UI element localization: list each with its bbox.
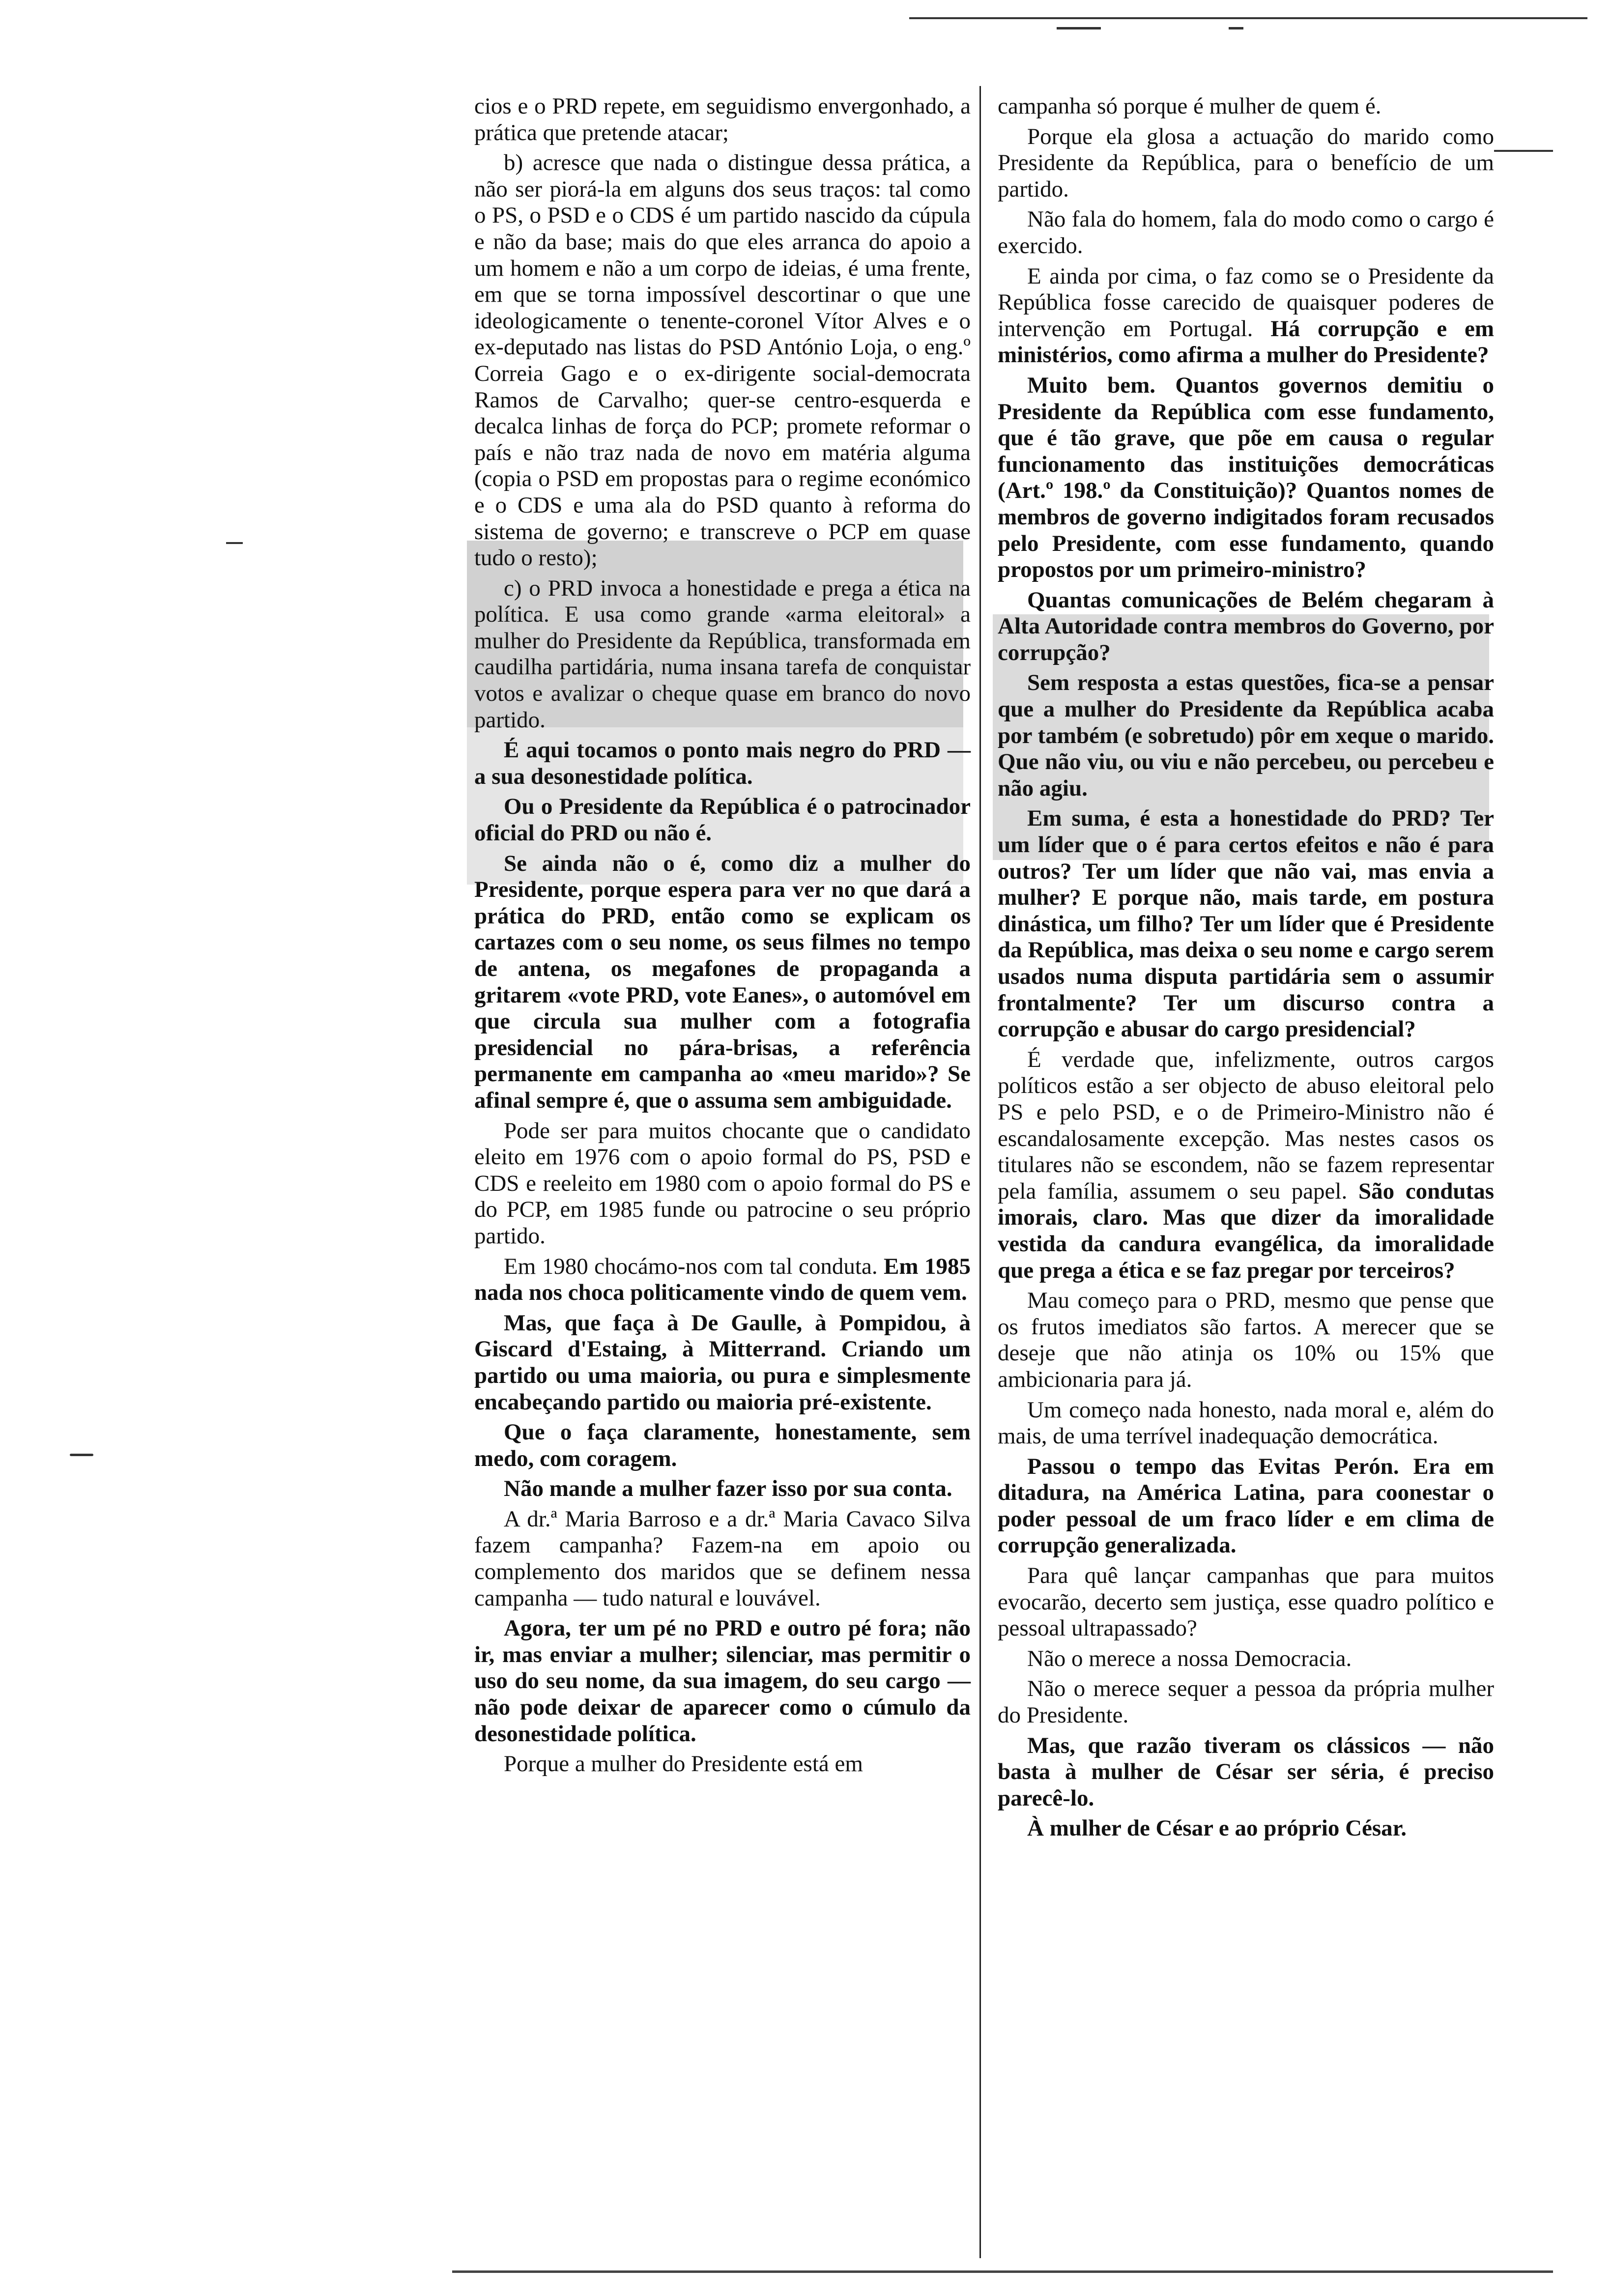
paragraph-text: Não o merece a nossa Democracia. <box>1027 1645 1352 1671</box>
paragraph-text: Sem resposta a estas questões, fica-se a pensar que a mulher do Presidente da República acaba por também (e sobretudo) pôr em xeque o marido. Que não viu, ou viu e não percebeu, ou percebeu e não agiu. <box>998 670 1494 801</box>
paragraph <box>998 1454 1494 1559</box>
paragraph-text: Em 1980 chocámo-nos com tal conduta. <box>504 1253 884 1279</box>
paragraph-text: E ainda por cima, o faz como se o Presidente da República fosse carecido de quaisquer poderes de intervenção em Portugal. <box>998 263 1494 342</box>
paragraph-text: É aqui tocamos o ponto mais negro do PRD — a sua desonestidade política. <box>474 737 971 789</box>
paragraph <box>474 851 971 1114</box>
paragraph-text: Mas, que razão tiveram os clássicos — não basta à mulher de César ser séria, é preciso parecê-lo. <box>998 1732 1494 1811</box>
paragraph-text: Mas, que faça à De Gaulle, à Pompidou, à Giscard d'Estaing, à Mitterrand. Criando um partido ou uma maioria, ou pura e simplesmente encabeçando partido ou maioria pré-existente. <box>474 1310 971 1415</box>
paragraph-text: Passou o tempo das Evitas Perón. Era em ditadura, na América Latina, para coonestar o poder pessoal de um fraco líder e em clima de corrupção generalizada. <box>998 1453 1494 1558</box>
paragraph-text: Para quê lançar campanhas que para muitos evocarão, decerto sem justiça, esse quadro político e pessoal ultrapassado? <box>998 1563 1494 1641</box>
paragraph-text: Não fala do homem, fala do modo como o cargo é exercido. <box>998 206 1494 258</box>
paragraph <box>998 1047 1494 1284</box>
paragraph-text: Ou o Presidente da República é o patrocinador oficial do PRD ou não é. <box>474 794 971 846</box>
paragraph-text: A dr.ª Maria Barroso e a dr.ª Maria Cavaco Silva fazem campanha? Fazem-na em apoio ou complemento dos maridos que se definem nessa campanha — tudo natural e louvável. <box>474 1506 971 1611</box>
paragraph-text: Não o merece sequer a pessoa da própria mulher do Presidente. <box>998 1676 1494 1728</box>
paragraph <box>474 1506 971 1611</box>
paragraph-text: À mulher de César e ao próprio César. <box>1027 1815 1407 1841</box>
margin-mark <box>1494 150 1553 152</box>
paragraph <box>998 1733 1494 1812</box>
paragraph-text: Porque ela glosa a actuação do marido como Presidente da República, para o benefício de um partido. <box>998 123 1494 202</box>
paragraph-text: Não mande a mulher fazer isso por sua conta. <box>504 1476 952 1502</box>
paragraph <box>474 794 971 846</box>
margin-mark <box>70 1454 93 1456</box>
paragraph <box>998 263 1494 369</box>
paragraph <box>998 1397 1494 1450</box>
paragraph-text: Se ainda não o é, como diz a mulher do Presidente, porque espera para ver no que dará a prática do PRD, então como se explicam os cartazes com o seu nome, os seus filmes no tempo de antena, os megafones de propaganda a gritarem «vote PRD, vote Eanes», o automóvel em que circula sua mulher com a fotografia presidencial no pára-brisas, a referência permanente em campanha ao «meu marido»? Se afinal sempre é, que o assuma sem ambiguidade. <box>474 850 971 1113</box>
top-rule-segment <box>1229 27 1243 29</box>
paragraph <box>998 206 1494 259</box>
paragraph-bold-text: Em 1985 nada nos choca politicamente vindo de quem vem. <box>474 1253 971 1306</box>
column-rule <box>979 86 981 2258</box>
paragraph <box>998 1288 1494 1393</box>
margin-mark <box>226 542 243 544</box>
paragraph-text: b) acresce que nada o distingue dessa prática, a não ser piorá-la em alguns dos seus traços: tal como o PS, o PSD e o CDS é um partido nascido da cúpula e não da base; mais do que eles arranca do apoio a um homem e não a um corpo de ideias, é uma frente, em que se torna impossível descortinar o que une ideologicamente o tenente-coronel Vítor Alves e o ex-deputado nas listas do PSD António Loja, o eng.º Correia Gago e o ex-dirigente social-democrata Ramos de Carvalho; quer-se centro-esquerda e decalca linhas de força do PCP; promete reformar o país e não traz nada de novo em matéria alguma (copia o PSD em propostas para o regime económico e o CDS e uma ala do PSD quanto à reforma do sistema de governo; e transcreve o PCP em quase tudo o resto); <box>474 150 971 571</box>
paragraph-bold-text: Há corrupção e em ministérios, como afirma a mulher do Presidente? <box>998 316 1494 368</box>
paragraph-bold-text: São condutas imorais, claro. Mas que dizer da imoralidade vestida da candura evangélica, da imoralidade que prega a ética e se faz pregar por terceiros? <box>998 1178 1494 1283</box>
paragraph <box>998 805 1494 1042</box>
article-left-column <box>474 93 971 1781</box>
paragraph <box>474 1118 971 1250</box>
paragraph <box>998 1676 1494 1728</box>
top-rule-segment <box>1057 27 1101 29</box>
paragraph-text: Porque a mulher do Presidente está em <box>504 1751 863 1777</box>
paragraph-text: Em suma, é esta a honestidade do PRD? Ter um líder que o é para certos efeitos e não é para outros? Ter um líder que não vai, mas envia a mulher? E porque não, mais tarde, em postura dinástica, um filho? Ter um líder que é Presidente da República, mas deixa o seu nome e cargo serem usados numa disputa partidária sem o assumir frontalmente? Ter um discurso contra a corrupção e abusar do cargo presidencial? <box>998 805 1494 1042</box>
paragraph-text: cios e o PRD repete, em seguidismo envergonhado, a prática que pretende atacar; <box>474 93 971 145</box>
paragraph <box>998 1646 1494 1672</box>
paragraph-text: Muito bem. Quantos governos demitiu o Presidente da República com esse fundamento, que é tão grave, que põe em causa o regular funcionamento das instituições democráticas (Art.º 198.º da Constituição)? Quantos nomes de membros de governo indigitados foram recusados pelo Presidente, com esse fundamento, quando propostos por um primeiro-ministro? <box>998 372 1494 583</box>
paragraph-text: É verdade que, infelizmente, outros cargos políticos estão a ser objecto de abuso eleitoral pelo PS e pelo PSD, e o de Primeiro-Ministro não é escandalosamente excepção. Mas nestes casos os titulares não se escondem, não se fazem representar pela família, assumem o seu papel. <box>998 1046 1494 1204</box>
paragraph <box>998 587 1494 666</box>
paragraph <box>474 1254 971 1306</box>
paragraph <box>998 1563 1494 1642</box>
paragraph-text: Mau começo para o PRD, mesmo que pense que os frutos imediatos são fartos. A merecer que se deseje que não atinja os 10% ou 15% que ambicionaria para já. <box>998 1288 1494 1392</box>
paragraph <box>474 1310 971 1415</box>
paragraph <box>998 670 1494 802</box>
paragraph-text: Pode ser para muitos chocante que o candidato eleito em 1976 com o apoio formal do PS, PSD e CDS e reeleito em 1980 com o apoio formal do PS e do PCP, em 1985 funde ou patrocine o seu próprio partido. <box>474 1118 971 1249</box>
paragraph <box>998 373 1494 583</box>
paragraph <box>474 1419 971 1472</box>
bottom-rule <box>452 2270 1553 2273</box>
paragraph <box>474 1751 971 1778</box>
paragraph-text: Um começo nada honesto, nada moral e, além do mais, de uma terrível inadequação democrática. <box>998 1397 1494 1449</box>
paragraph <box>998 93 1494 120</box>
paragraph-text: campanha só porque é mulher de quem é. <box>998 93 1382 119</box>
paragraph <box>474 150 971 572</box>
paragraph <box>474 737 971 790</box>
paragraph <box>474 93 971 146</box>
paragraph <box>998 124 1494 203</box>
paragraph <box>474 1615 971 1747</box>
paragraph <box>998 1815 1494 1842</box>
paragraph-text: c) o PRD invoca a honestidade e prega a ética na política. E usa como grande «arma eleitoral» a mulher do Presidente da República, transformada em caudilha partidária, numa insana tarefa de conquistar votos e avalizar o cheque quase em branco do novo partido. <box>474 575 971 733</box>
paragraph <box>474 575 971 734</box>
paragraph-text: Que o faça claramente, honestamente, sem medo, com coragem. <box>474 1419 971 1471</box>
paragraph <box>474 1476 971 1502</box>
top-rule <box>909 17 1587 19</box>
paragraph-text: Quantas comunicações de Belém chegaram à Alta Autoridade contra membros do Governo, por corrupção? <box>998 587 1494 665</box>
paragraph-text: Agora, ter um pé no PRD e outro pé fora; não ir, mas enviar a mulher; silenciar, mas permitir o uso do seu nome, da sua imagem, do seu cargo — não pode deixar de aparecer como o cúmulo da desonestidade política. <box>474 1615 971 1747</box>
article-right-column <box>998 93 1494 1846</box>
